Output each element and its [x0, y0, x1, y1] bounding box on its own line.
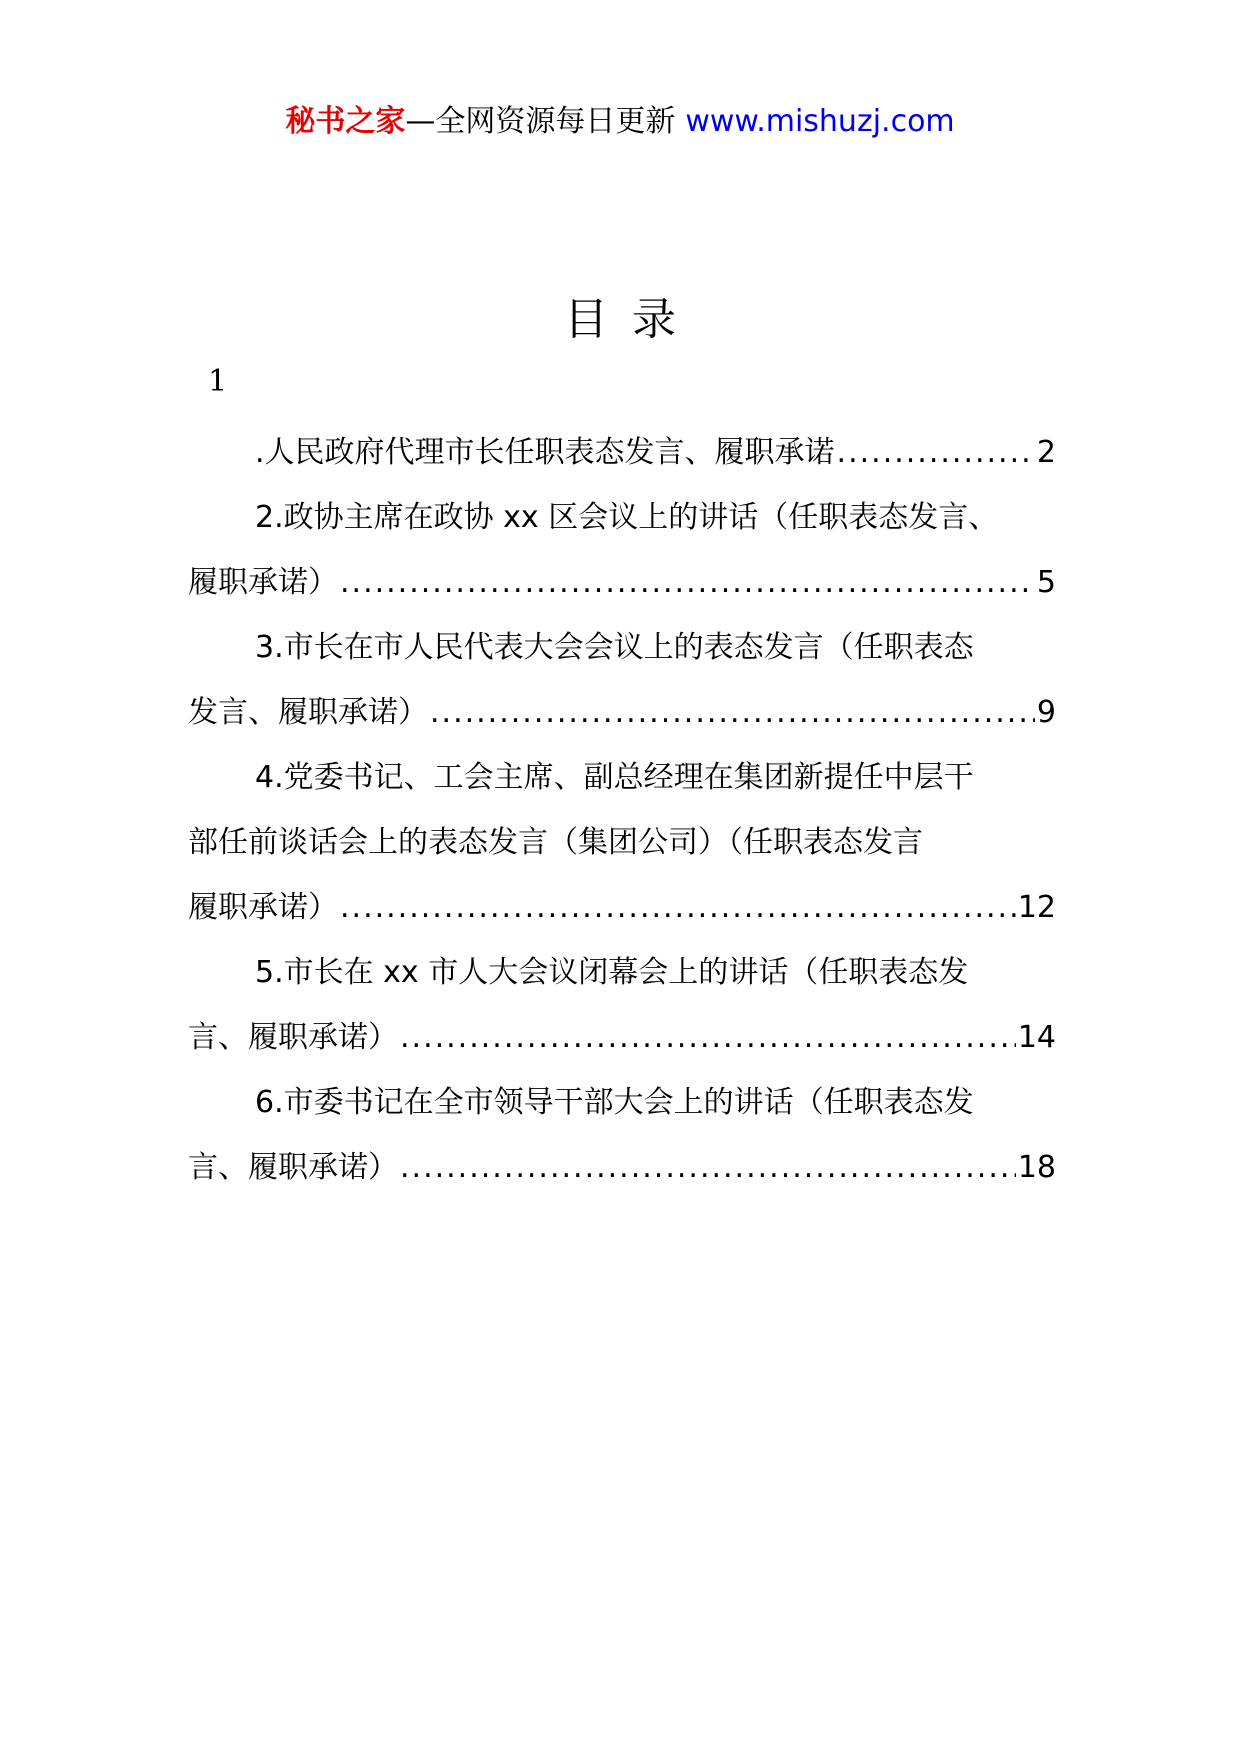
page-header — [0, 100, 1240, 144]
toc-leader-dots — [340, 875, 1016, 940]
toc-entry-text: 3.市长在市人民代表大会会议上的表态发言（任职表态 — [255, 630, 974, 665]
stray-number: 1 — [208, 364, 228, 399]
toc-page-number: 18 — [1017, 1150, 1056, 1185]
toc-entry-1[interactable] — [188, 420, 1056, 485]
toc-entry-4[interactable] — [188, 745, 1056, 940]
toc-entry-6[interactable] — [188, 1070, 1056, 1200]
toc-entry-text: 履职承诺） — [188, 565, 338, 600]
toc-page-number: 12 — [1017, 890, 1056, 925]
header-slogan: —全网资源每日更新 — [405, 104, 676, 139]
table-of-contents — [188, 420, 1056, 1200]
toc-entry-5[interactable] — [188, 940, 1056, 1070]
toc-page-number: 9 — [1036, 695, 1056, 730]
toc-entry-text: 履职承诺） — [188, 890, 338, 925]
site-url-link[interactable]: www.mishuzj.com — [685, 104, 955, 139]
toc-entry-2[interactable] — [188, 485, 1056, 615]
toc-entry-text: 言、履职承诺） — [188, 1020, 398, 1055]
page-title: 目录 — [564, 294, 700, 345]
toc-entry-text: 言、履职承诺） — [188, 1150, 398, 1185]
toc-entry-text: .人民政府代理市长任职表态发言、履职承诺 — [255, 435, 835, 470]
toc-leader-dots — [837, 420, 1035, 485]
toc-leader-dots — [340, 550, 1035, 615]
toc-leader-dots — [400, 1135, 1016, 1200]
toc-page-number: 14 — [1017, 1020, 1056, 1055]
toc-entry-text: 4.党委书记、工会主席、副总经理在集团新提任中层干 — [255, 760, 974, 795]
toc-leader-dots — [430, 680, 1035, 745]
toc-page-number: 5 — [1036, 565, 1056, 600]
toc-entry-text: 部任前谈话会上的表态发言（集团公司）（任职表态发言 — [188, 825, 923, 860]
toc-entry-text: 6.市委书记在全市领导干部大会上的讲话（任职表态发 — [255, 1085, 974, 1120]
brand-name: 秘书之家 — [285, 104, 406, 139]
toc-entry-text: 5.市长在 xx 市人大会议闭幕会上的讲话（任职表态发 — [255, 955, 969, 990]
toc-page-number: 2 — [1036, 435, 1056, 470]
toc-entry-text: 2.政协主席在政协 xx 区会议上的讲话（任职表态发言、 — [255, 500, 999, 535]
toc-entry-text: 发言、履职承诺） — [188, 695, 428, 730]
toc-entry-3[interactable] — [188, 615, 1056, 745]
toc-leader-dots — [400, 1005, 1016, 1070]
